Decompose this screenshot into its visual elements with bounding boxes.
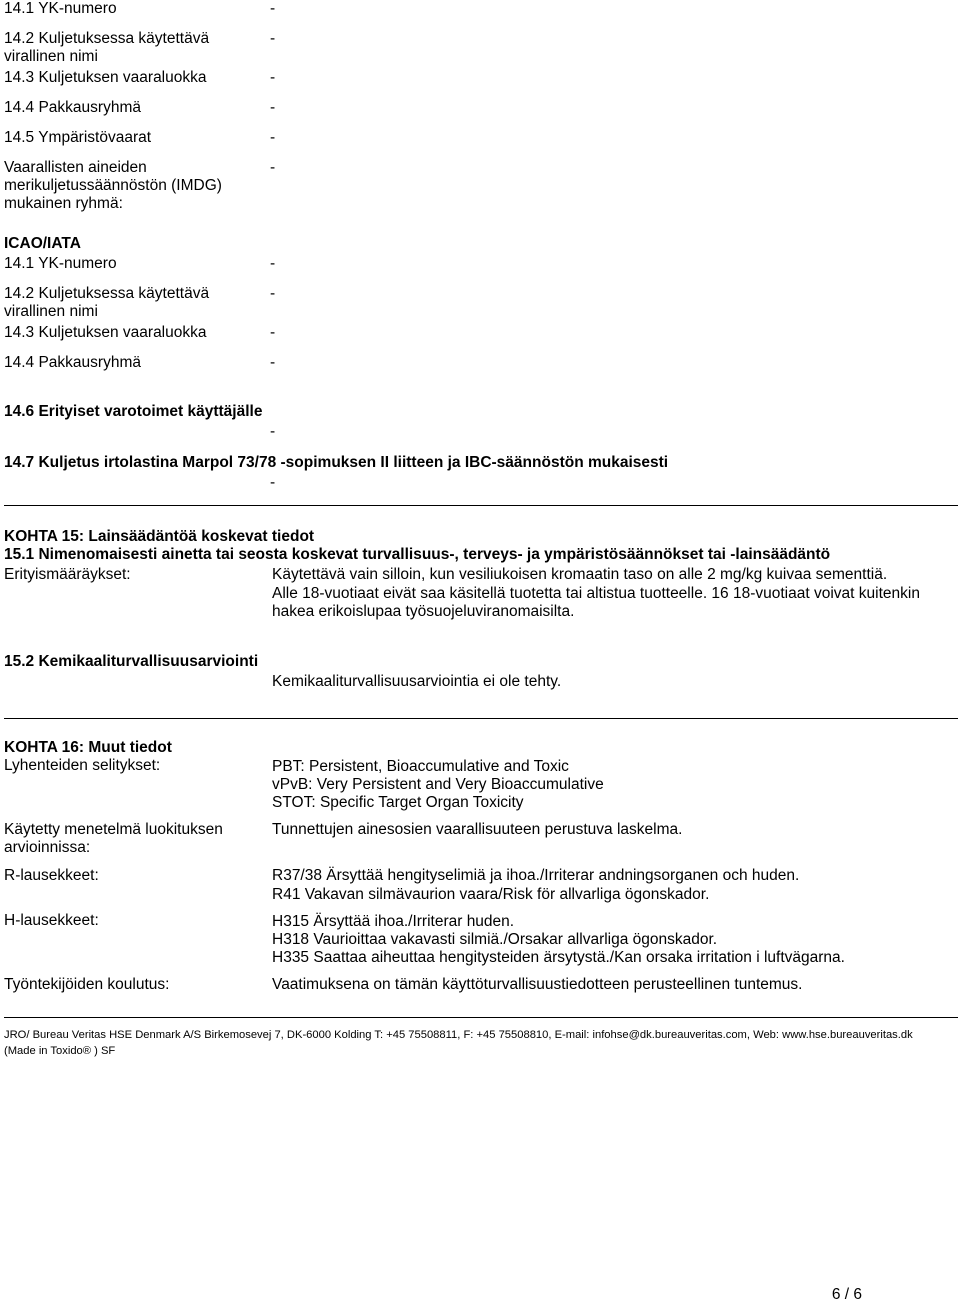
special-provisions-line-3: hakea erikoislupaa työsuojeluviranomaisilta.: [272, 603, 575, 620]
special-precautions-heading: 14.6 Erityiset varotoimet käyttäjälle: [4, 403, 263, 420]
section-divider: [4, 718, 958, 719]
icao-packing-group-label: 14.4 Pakkausryhmä: [4, 354, 141, 371]
h-phrase-line-2: H318 Vaurioittaa vakavasti silmiä./Orsakar allvarliga ögonskador.: [272, 931, 718, 948]
imdg-env-hazards-value: -: [270, 129, 276, 146]
special-provisions-line-1: Käytettävä vain silloin, kun vesiliukoisen kromaatin taso on alle 2 mg/kg kuivaa sementtiä.: [272, 566, 888, 583]
icao-heading: ICAO/IATA: [4, 235, 81, 252]
section15-sub2: 15.2 Kemikaaliturvallisuusarviointi: [4, 653, 259, 670]
section-divider: [4, 505, 958, 506]
r-phrase-line-1: R37/38 Ärsyttää hengityselimiä ja ihoa./Irriterar andningsorganen och huden.: [272, 867, 800, 884]
icao-shipping-name-label: 14.2 Kuljetuksessa käytettävä virallinen nimi: [4, 285, 210, 320]
special-provisions-label: Erityismääräykset:: [4, 566, 131, 583]
imdg-un-number-label: 14.1 YK-numero: [4, 0, 117, 17]
imdg-packing-group-value: -: [270, 99, 276, 116]
bulk-transport-value: -: [270, 474, 276, 491]
imdg-segregation-label: Vaarallisten aineiden merikuljetussäännöstön (IMDG) mukainen ryhmä:: [4, 159, 222, 212]
icao-packing-group-value: -: [270, 354, 276, 371]
r-phrase-line-2: R41 Vakavan silmävaurion vaara/Risk för allvarliga ögonskador.: [272, 886, 710, 903]
imdg-segregation-value: -: [270, 159, 276, 176]
method-text: Tunnettujen ainesosien vaarallisuuteen perustuva laskelma.: [272, 821, 683, 838]
training-text: Vaatimuksena on tämän käyttöturvallisuustiedotteen perusteellinen tuntemus.: [272, 976, 803, 993]
section15-heading: KOHTA 15: Lainsäädäntöä koskevat tiedot: [4, 528, 315, 545]
imdg-packing-group-label: 14.4 Pakkausryhmä: [4, 99, 141, 116]
icao-un-number-label: 14.1 YK-numero: [4, 255, 117, 272]
abbreviations-label: Lyhenteiden selitykset:: [4, 757, 161, 774]
special-provisions-line-2: Alle 18-vuotiaat eivät saa käsitellä tuotetta tai altistua tuotteelle. 16 18-vuotiaat voivat kuitenkin: [272, 585, 920, 602]
bulk-transport-heading: 14.7 Kuljetus irtolastina Marpol 73/78 -sopimuksen II liitteen ja IBC-säännöstön mukaisesti: [4, 454, 669, 471]
imdg-env-hazards-label: 14.5 Ympäristövaarat: [4, 129, 152, 146]
r-phrases-label: R-lausekkeet:: [4, 867, 99, 884]
h-phrase-line-1: H315 Ärsyttää ihoa./Irriterar huden.: [272, 913, 515, 930]
h-phrase-line-3: H335 Saattaa aiheuttaa hengitysteiden ärsytystä./Kan orsaka irritation i luftvägarna.: [272, 949, 845, 966]
footer-divider: [4, 1017, 958, 1018]
icao-hazard-class-value: -: [270, 324, 276, 341]
imdg-shipping-name-value: -: [270, 30, 276, 47]
imdg-hazard-class-label: 14.3 Kuljetuksen vaaraluokka: [4, 69, 207, 86]
imdg-hazard-class-value: -: [270, 69, 276, 86]
footer-text: JRO/ Bureau Veritas HSE Denmark A/S Birkemosevej 7, DK-6000 Kolding T: +45 75508811, F: +45 75508810, E-mail: infohse@dk.bureauveritas.com, Web: www.hse.bureauveritas.dk (Made in Toxido® ) SF: [4, 1029, 913, 1057]
abbreviation-line-3: STOT: Specific Target Organ Toxicity: [272, 794, 524, 811]
h-phrases-label: H-lausekkeet:: [4, 912, 99, 929]
method-label: Käytetty menetelmä luokituksen arvioinnissa:: [4, 821, 223, 856]
abbreviation-line-2: vPvB: Very Persistent and Very Bioaccumulative: [272, 776, 604, 793]
imdg-un-number-value: -: [270, 0, 276, 17]
training-label: Työntekijöiden koulutus:: [4, 976, 170, 993]
imdg-shipping-name-label: 14.2 Kuljetuksessa käytettävä virallinen nimi: [4, 30, 210, 65]
icao-hazard-class-label: 14.3 Kuljetuksen vaaraluokka: [4, 324, 207, 341]
csa-text: Kemikaaliturvallisuusarviointia ei ole tehty.: [272, 673, 562, 690]
section16-heading: KOHTA 16: Muut tiedot: [4, 739, 172, 756]
icao-shipping-name-value: -: [270, 285, 276, 302]
section15-sub1: 15.1 Nimenomaisesti ainetta tai seosta koskevat turvallisuus-, terveys- ja ympäristösäännökset tai -lainsäädäntö: [4, 546, 831, 563]
special-precautions-value: -: [270, 423, 276, 440]
icao-un-number-value: -: [270, 255, 276, 272]
abbreviation-line-1: PBT: Persistent, Bioaccumulative and Toxic: [272, 758, 569, 775]
page-number: 6 / 6: [831, 1286, 862, 1303]
